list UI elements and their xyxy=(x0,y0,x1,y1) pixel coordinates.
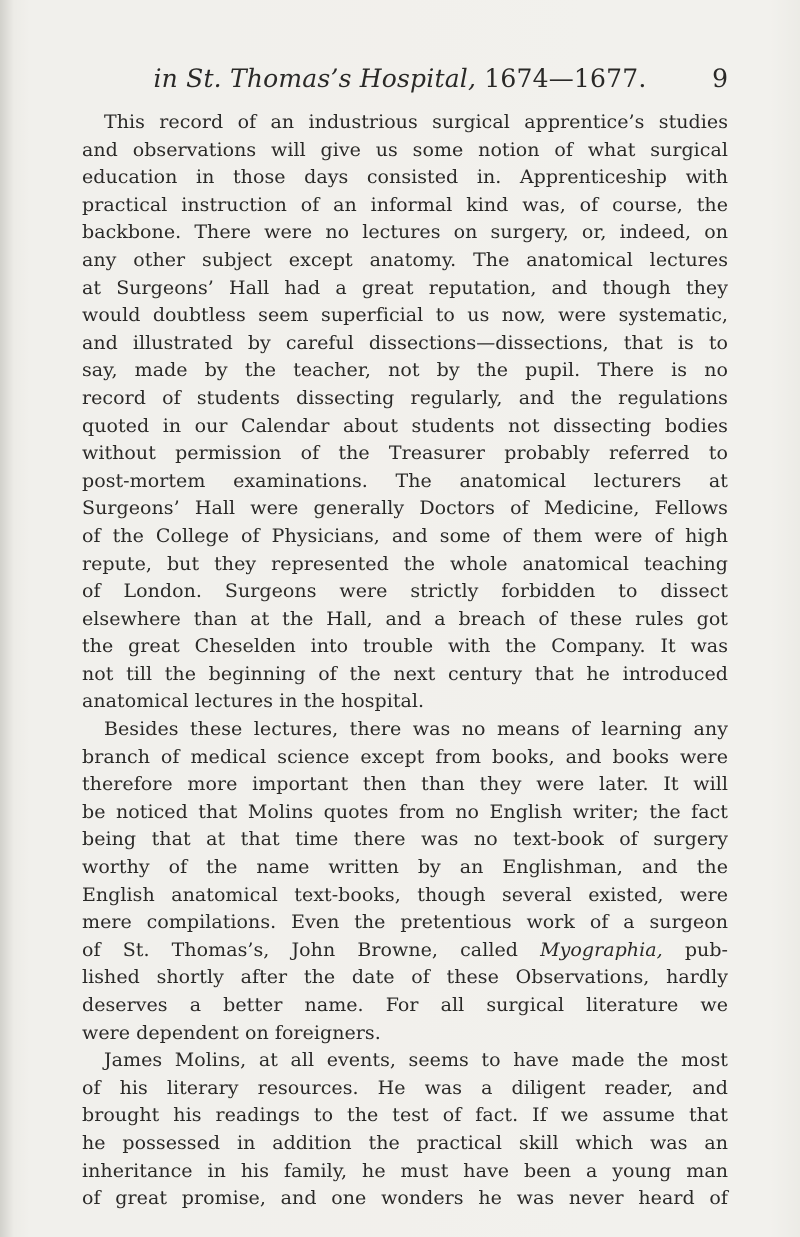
page-number: 9 xyxy=(712,64,728,93)
text-line: English anatomical text-books, though several existed, were xyxy=(82,883,728,906)
text-line: Besides these lectures, there was no means of learning any xyxy=(104,718,728,741)
text-line-end: pub- xyxy=(684,938,729,961)
text-line: Surgeons’ Hall were generally Doctors of Medicine, Fellows xyxy=(82,497,728,520)
text-line: be noticed that Molins quotes from no English writer; the fact xyxy=(82,800,728,823)
text-line: repute, but they represented the whole anatomical teaching xyxy=(82,552,728,575)
text-line: and illustrated by careful dissections—dissections, that is to xyxy=(82,331,728,354)
running-title xyxy=(0,64,800,93)
text-line: the great Cheselden into trouble with the Company. It was xyxy=(82,635,728,658)
spine-shadow xyxy=(0,0,14,1237)
text-line: mere compilations. Even the pretentious work of a surgeon xyxy=(82,911,728,934)
text-line: of London. Surgeons were strictly forbidden to dissect xyxy=(82,580,728,603)
text-line: anatomical lectures in the hospital. xyxy=(82,690,425,713)
body-text xyxy=(82,109,728,1213)
text-line: practical instruction of an informal kind was, of course, the xyxy=(82,193,728,216)
text-line: This record of an industrious surgical apprentice’s studies xyxy=(104,111,728,133)
text-line: branch of medical science except from books, and books were xyxy=(82,745,728,768)
text-line: record of students dissecting regularly, and the regulations xyxy=(82,386,728,409)
text-line: backbone. There were no lectures on surgery, or, indeed, on xyxy=(82,221,728,244)
text-line: quoted in our Calendar about students not dissecting bodies xyxy=(82,414,728,437)
text-line: post-mortem examinations. The anatomical lecturers at xyxy=(82,469,728,492)
text-line: worthy of the name written by an Englishman, and the xyxy=(82,856,728,879)
text-line-mixed xyxy=(82,937,728,965)
text-line: elsewhere than at the Hall, and a breach of these rules got xyxy=(82,607,728,630)
text-line: of the College of Physicians, and some of them were of high xyxy=(82,524,728,547)
text-line: and observations will give us some notion of what surgical xyxy=(82,138,728,161)
text-line: lished shortly after the date of these Observations, hardly xyxy=(82,966,728,989)
page-header xyxy=(0,64,800,98)
text-line: inheritance in his family, he must have been a young man xyxy=(82,1159,728,1182)
text-line: being that at that time there was no text-book of surgery xyxy=(82,828,728,851)
text-line: James Molins, at all events, seems to have made the most xyxy=(104,1049,728,1072)
text-line: not till the beginning of the next century that he introduced xyxy=(82,662,728,685)
text-line: at Surgeons’ Hall had a great reputation, and though they xyxy=(82,276,728,299)
text-line: therefore more important then than they were later. It will xyxy=(82,773,728,796)
text-line: of great promise, and one wonders he was never heard of xyxy=(82,1187,728,1210)
text-line: would doubtless seem superficial to us now, were systematic, xyxy=(82,304,728,327)
running-title-years: 1674—1677. xyxy=(484,64,647,93)
text-line: he possessed in addition the practical skill which was an xyxy=(82,1131,728,1154)
italic-title: Myographia, xyxy=(540,938,663,961)
text-line: without permission of the Treasurer probably referred to xyxy=(82,442,728,465)
text-line-start: of St. Thomas’s, John Browne, called xyxy=(82,938,518,961)
text-line: were dependent on foreigners. xyxy=(82,1021,381,1044)
text-line: of his literary resources. He was a diligent reader, and xyxy=(82,1076,728,1099)
text-line: deserves a better name. For all surgical literature we xyxy=(82,994,728,1016)
text-line: education in those days consisted in. Apprenticeship with xyxy=(82,166,728,189)
running-title-prefix: in St. Thomas’s Hospital, xyxy=(153,64,477,93)
text-line: any other subject except anatomy. The anatomical lectures xyxy=(82,248,728,271)
text-line: brought his readings to the test of fact. If we assume that xyxy=(82,1104,728,1127)
text-line: say, made by the teacher, not by the pupil. There is no xyxy=(82,359,728,382)
